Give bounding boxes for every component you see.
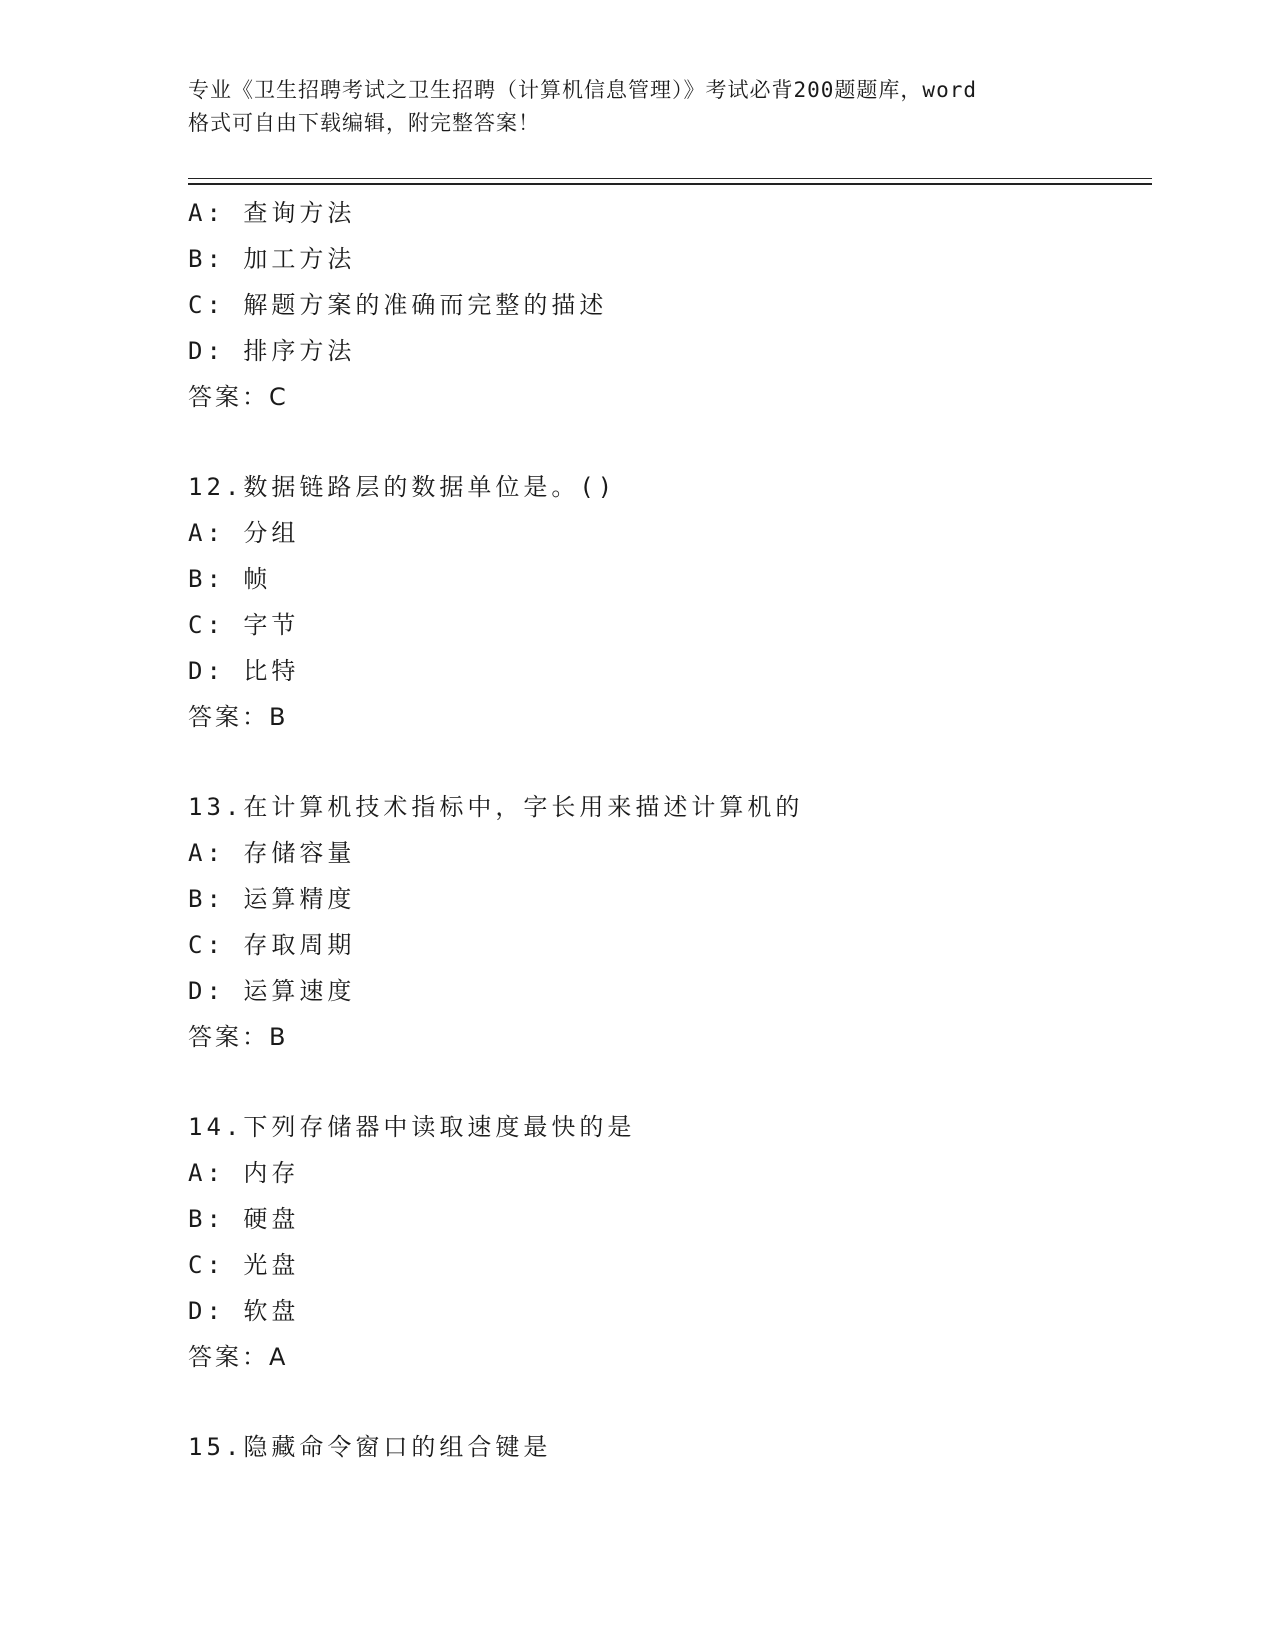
- spacer: [188, 740, 1152, 784]
- option-c: C: 存取周期: [188, 931, 356, 959]
- option-d: D: 排序方法: [188, 337, 356, 365]
- header-line-1: 专业《卫生招聘考试之卫生招聘（计算机信息管理）》考试必背200题题库，word: [188, 78, 977, 102]
- option-d: D: 比特: [188, 657, 300, 685]
- question-list: [188, 190, 1152, 1470]
- question-text: 15.隐藏命令窗口的组合键是: [188, 1433, 552, 1461]
- spacer: [188, 1060, 1152, 1104]
- option-d: D: 软盘: [188, 1297, 300, 1325]
- option-c: C: 解题方案的准确而完整的描述: [188, 291, 608, 319]
- option-b: B: 运算精度: [188, 885, 356, 913]
- option-b: B: 硬盘: [188, 1205, 300, 1233]
- question-11-block: [188, 190, 1152, 420]
- question-13-block: [188, 784, 1152, 1060]
- question-text: 14.下列存储器中读取速度最快的是: [188, 1113, 636, 1141]
- answer: 答案：B: [188, 1023, 289, 1051]
- header-divider-thick: [188, 183, 1152, 185]
- spacer: [188, 420, 1152, 464]
- option-c: C: 光盘: [188, 1251, 300, 1279]
- question-12-block: [188, 464, 1152, 740]
- question-text: 13.在计算机技术指标中，字长用来描述计算机的: [188, 793, 804, 821]
- question-15-block: [188, 1424, 1152, 1470]
- question-text: 12.数据链路层的数据单位是。(): [188, 473, 617, 501]
- option-a: A: 存储容量: [188, 839, 356, 867]
- document-header: [188, 74, 1088, 140]
- option-c: C: 字节: [188, 611, 300, 639]
- option-b: B: 加工方法: [188, 245, 356, 273]
- answer: 答案：B: [188, 703, 289, 731]
- spacer: [188, 1380, 1152, 1424]
- question-14-block: [188, 1104, 1152, 1380]
- header-divider-thin: [188, 178, 1152, 179]
- option-a: A: 内存: [188, 1159, 300, 1187]
- option-a: A: 分组: [188, 519, 300, 547]
- option-b: B: 帧: [188, 565, 272, 593]
- option-a: A: 查询方法: [188, 199, 356, 227]
- answer: 答案：A: [188, 1343, 289, 1371]
- answer: 答案：C: [188, 383, 289, 411]
- option-d: D: 运算速度: [188, 977, 356, 1005]
- header-line-2: 格式可自由下载编辑，附完整答案！: [188, 111, 540, 135]
